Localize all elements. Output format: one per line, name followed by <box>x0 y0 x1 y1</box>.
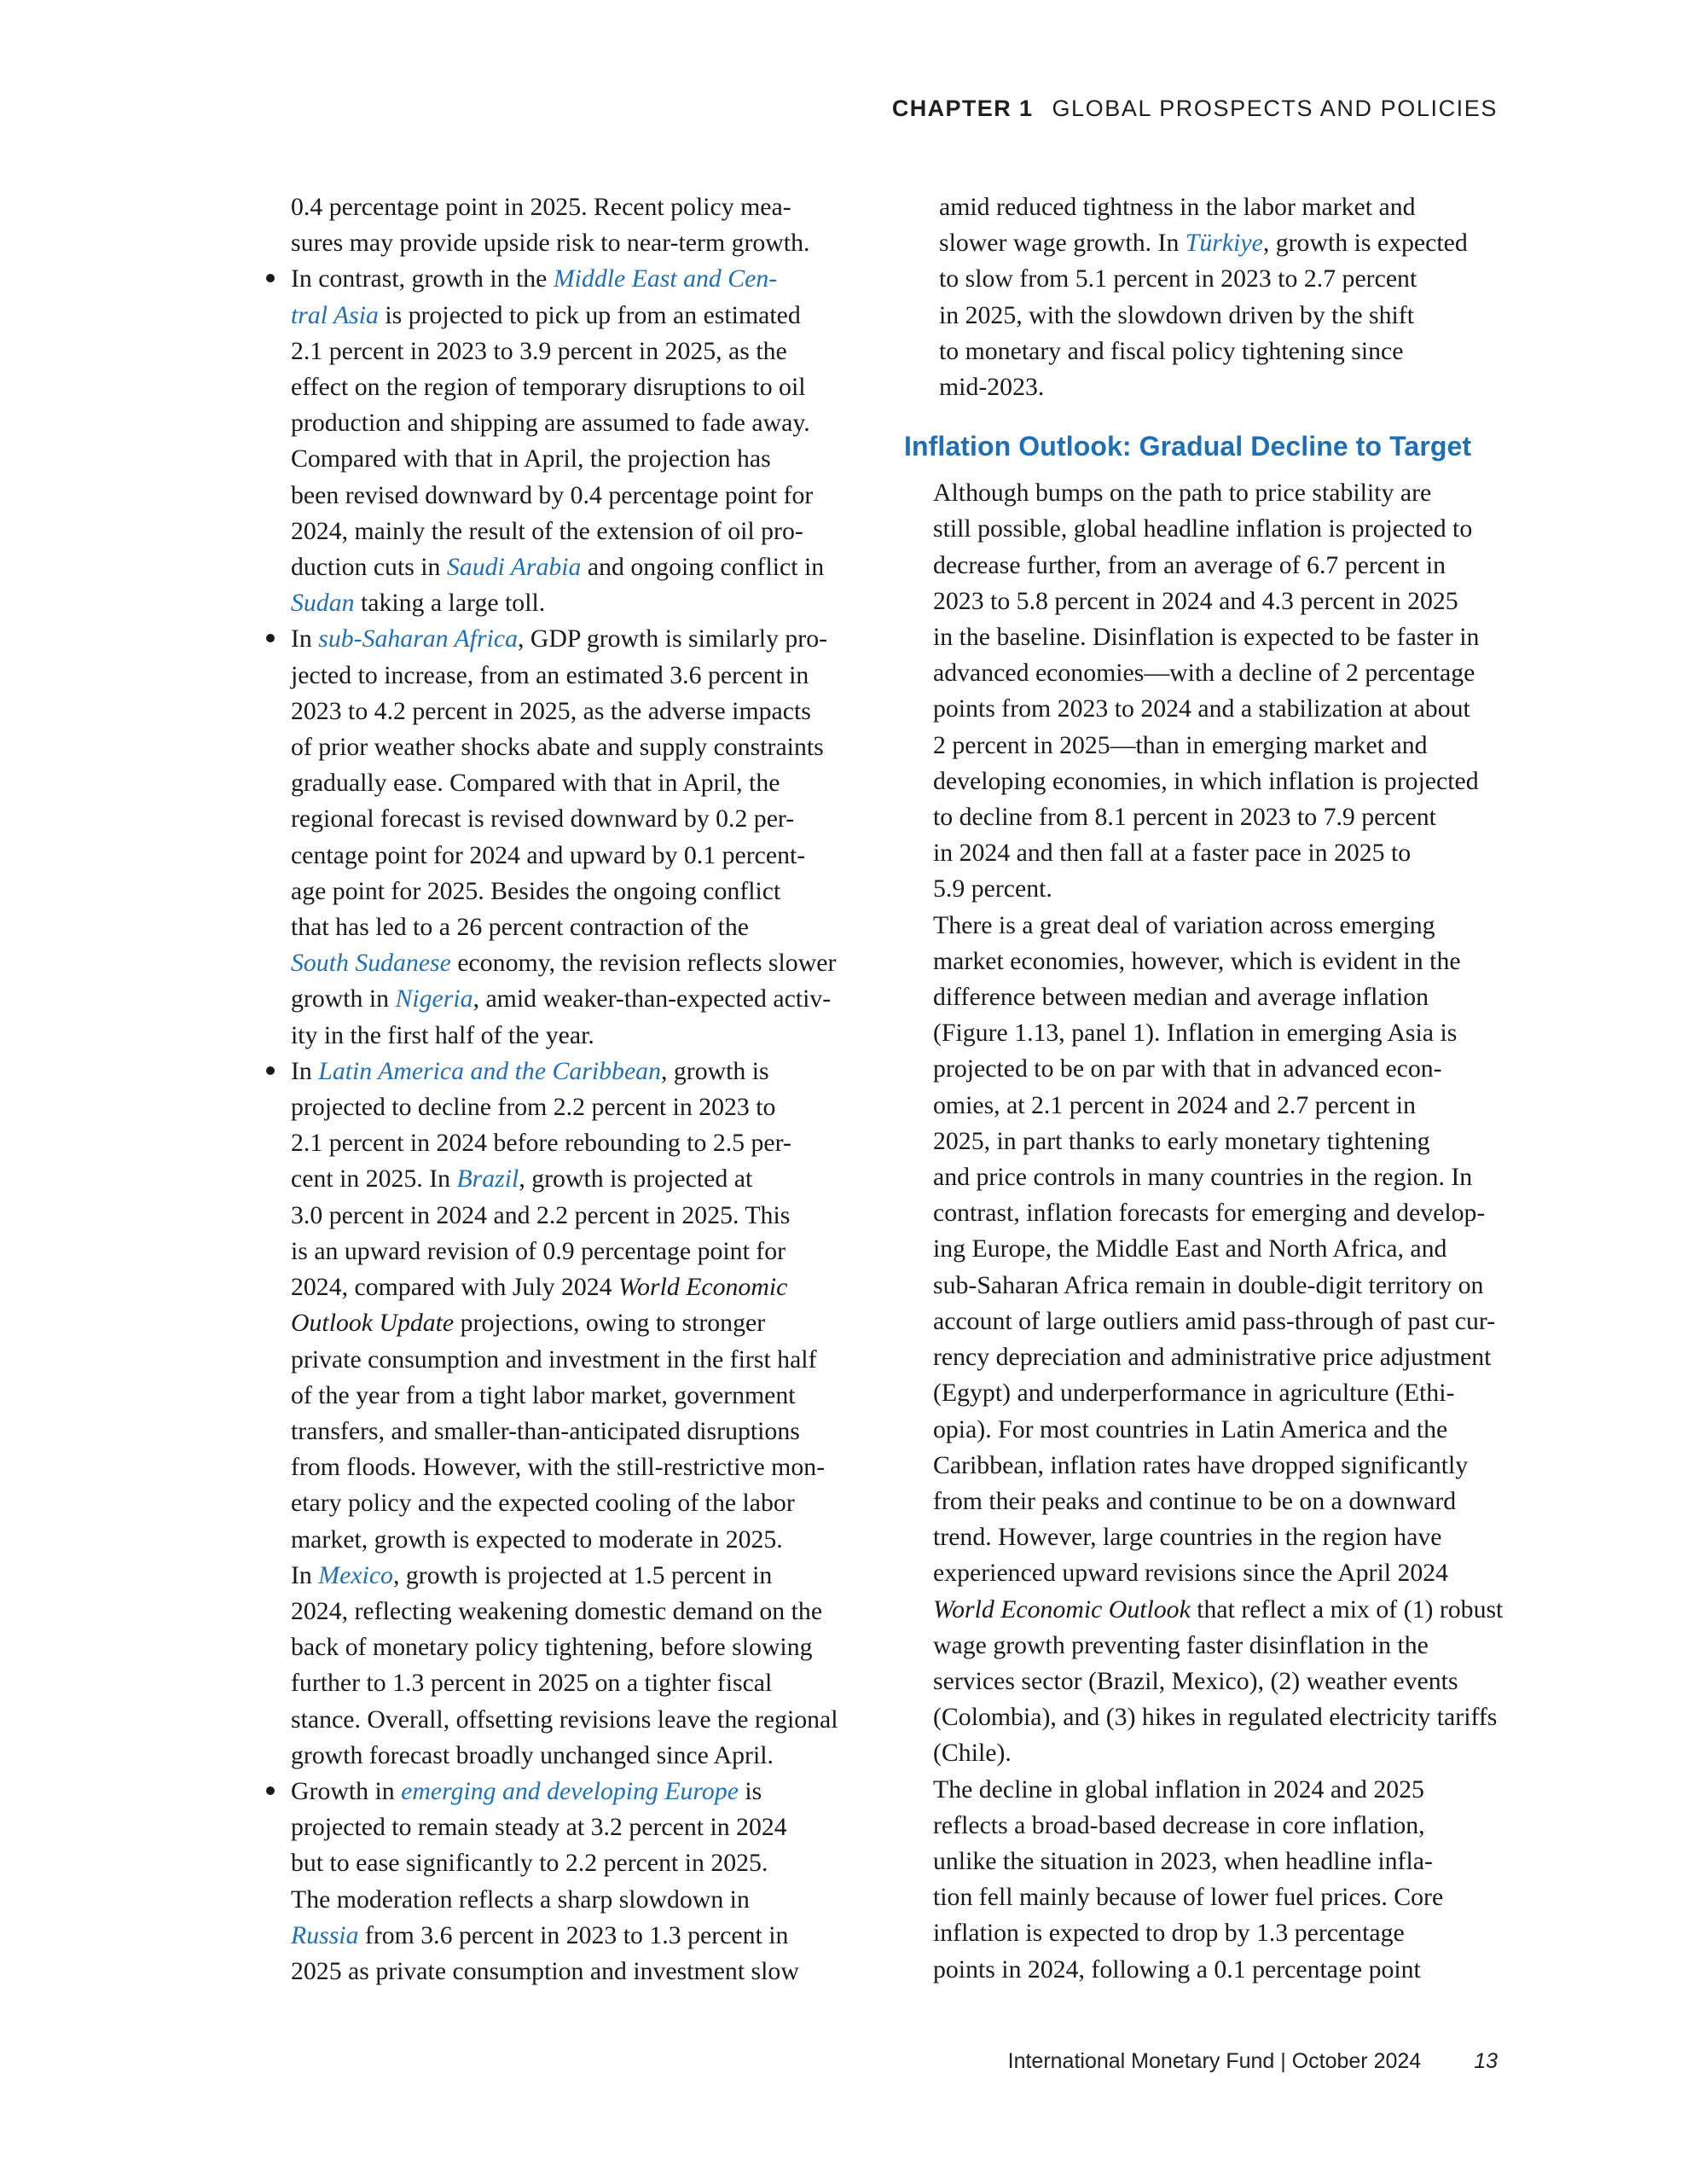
text-run: is <box>738 1776 762 1805</box>
text-line: 3.0 percent in 2024 and 2.2 percent in 2025. This <box>291 1200 791 1229</box>
text-line: sub-Saharan Africa remain in double-digit territory on <box>933 1270 1484 1299</box>
text-line: growth forecast broadly unchanged since April. <box>291 1740 774 1769</box>
text-line: tion fell mainly because of lower fuel prices. Core <box>933 1883 1444 1912</box>
text-line <box>291 1054 861 1089</box>
text-line: inflation is expected to drop by 1.3 percentage <box>933 1919 1405 1948</box>
text-line: transfers, and smaller-than-anticipated disruptions <box>291 1416 800 1445</box>
text-line: Although bumps on the path to price stability are <box>933 479 1432 508</box>
text-line: account of large outliers amid pass-through of past cur- <box>933 1306 1496 1335</box>
text-line: 2023 to 4.2 percent in 2025, as the adverse impacts <box>291 696 811 725</box>
text-run: , growth is <box>660 1056 769 1085</box>
text-line: back of monetary policy tightening, before slowing <box>291 1633 813 1662</box>
publication-credit: International Monetary Fund | October 2024 <box>1007 2049 1422 2073</box>
text-line <box>291 261 861 297</box>
text-line: reflects a broad-based decrease in core inflation, <box>933 1810 1425 1839</box>
text-line: 2024, mainly the result of the extension of oil pro- <box>291 516 803 545</box>
text-line: sures may provide upside risk to near-term growth. <box>291 229 810 258</box>
text-line: been revised downward by 0.4 percentage point for <box>291 480 814 509</box>
text-line <box>291 1269 861 1305</box>
text-line: but to ease significantly to 2.2 percent in 2025. <box>291 1849 768 1878</box>
text-line: advanced economies—with a decline of 2 percentage <box>933 659 1475 688</box>
text-line: ing Europe, the Middle East and North Africa, and <box>933 1234 1447 1263</box>
text-run: , growth is projected at 1.5 percent in <box>392 1560 773 1589</box>
text-line: 2 percent in 2025—than in emerging market and <box>933 730 1428 759</box>
text-line: in 2024 and then fall at a faster pace in 2025 to <box>933 839 1412 868</box>
text-line: (Egypt) and underperformance in agriculture (Ethi- <box>933 1379 1455 1408</box>
text-line: jected to increase, from an estimated 3.6 percent in <box>291 660 809 689</box>
text-line: ity in the first half of the year. <box>291 1020 594 1049</box>
text-line: points from 2023 to 2024 and a stabilization at about <box>933 694 1470 723</box>
paragraph-core-inflation <box>904 1772 1501 1988</box>
publication-title: Outlook Update <box>291 1309 455 1338</box>
page-number: 13 <box>1474 2049 1498 2073</box>
text-run: In contrast, growth in the <box>291 264 554 293</box>
text-line: (Chile). <box>933 1739 1012 1768</box>
paragraph-inflation-outlook <box>904 475 1501 907</box>
bullet-sub-saharan-africa <box>256 621 861 1053</box>
text-line: of prior weather shocks abate and supply constraints <box>291 733 824 762</box>
text-line: projected to remain steady at 3.2 percent in 2024 <box>291 1813 787 1842</box>
chapter-title: GLOBAL PROSPECTS AND POLICIES <box>1052 96 1498 121</box>
continued-bullet-text <box>256 189 861 261</box>
text-line: in the baseline. Disinflation is expected to be faster in <box>933 623 1480 652</box>
text-line <box>904 1592 1504 1628</box>
text-line: difference between median and average inflation <box>933 983 1429 1012</box>
text-line: to slow from 5.1 percent in 2023 to 2.7 percent <box>939 264 1417 293</box>
text-line: contrast, inflation forecasts for emerging and develop- <box>933 1199 1486 1228</box>
text-line: gradually ease. Compared with that in April, the <box>291 769 780 798</box>
page-footer <box>1008 2049 1498 2074</box>
text-run: taking a large toll. <box>354 589 546 618</box>
country-link-nigeria[interactable]: Nigeria <box>395 985 473 1014</box>
country-link-brazil[interactable]: Brazil <box>456 1165 519 1194</box>
continued-bullet-text <box>904 189 1501 405</box>
text-line: (Figure 1.13, panel 1). Inflation in emerging Asia is <box>933 1019 1458 1048</box>
chapter-label: CHAPTER 1 <box>891 96 1034 121</box>
text-line: stance. Overall, offsetting revisions leave the regional <box>291 1705 838 1734</box>
text-run: , growth is projected at <box>519 1165 753 1194</box>
country-link-saudi-arabia[interactable]: Saudi Arabia <box>446 553 582 582</box>
text-run: cent in 2025. In <box>291 1165 457 1194</box>
country-link-mexico[interactable]: Mexico <box>318 1560 393 1589</box>
text-line: market economies, however, which is evident in the <box>933 946 1461 975</box>
text-line: opia). For most countries in Latin America and the <box>933 1414 1448 1443</box>
text-line <box>291 298 861 334</box>
text-run: Growth in <box>291 1776 402 1805</box>
text-line: centage point for 2024 and upward by 0.1 percent- <box>291 840 806 869</box>
text-line: in 2025, with the slowdown driven by the shift <box>939 300 1414 329</box>
region-link-sub-saharan-africa[interactable]: sub-Saharan Africa <box>318 624 518 653</box>
text-line: market, growth is expected to moderate in 2025. <box>291 1525 783 1554</box>
region-link-middle-east[interactable]: tral Asia <box>291 300 379 329</box>
text-line: points in 2024, following a 0.1 percentage point <box>933 1955 1421 1984</box>
text-run: , GDP growth is similarly pro- <box>517 624 828 653</box>
text-line: Compared with that in April, the projection has <box>291 444 771 473</box>
text-line: amid reduced tightness in the labor market and <box>939 193 1416 221</box>
region-link-middle-east[interactable]: Middle East and Cen- <box>553 264 778 293</box>
text-run: , amid weaker-than-expected activ- <box>472 985 832 1014</box>
text-line: age point for 2025. Besides the ongoing conflict <box>291 876 781 905</box>
text-run: and ongoing conflict in <box>581 553 825 582</box>
text-line: The decline in global inflation in 2024 and 2025 <box>933 1774 1424 1804</box>
text-run: , growth is expected <box>1262 229 1468 258</box>
country-link-south-sudan[interactable]: South Sudanese <box>291 949 451 978</box>
text-line: 2023 to 5.8 percent in 2024 and 4.3 percent in 2025 <box>933 586 1458 615</box>
text-run: is projected to pick up from an estimated <box>378 300 801 329</box>
text-line: There is a great deal of variation across emerging <box>933 910 1435 939</box>
text-line: 0.4 percentage point in 2025. Recent policy mea- <box>291 193 791 221</box>
text-line: 5.9 percent. <box>933 874 1052 903</box>
text-line: developing economies, in which inflation is projected <box>933 766 1479 795</box>
text-line: 2025, in part thanks to early monetary tightening <box>933 1126 1430 1155</box>
text-line: Caribbean, inflation rates have dropped significantly <box>933 1450 1469 1479</box>
text-line: 2025 as private consumption and investment slow <box>291 1956 799 1985</box>
right-column <box>904 189 1504 1988</box>
text-line <box>291 981 861 1017</box>
bullet-latin-america <box>256 1054 861 1774</box>
text-line: services sector (Brazil, Mexico), (2) weather events <box>933 1666 1458 1695</box>
text-line: unlike the situation in 2023, when headline infla- <box>933 1846 1433 1875</box>
text-run: growth in <box>291 985 396 1014</box>
text-line: 2024, reflecting weakening domestic demand on the <box>291 1596 823 1625</box>
left-column <box>256 189 861 1989</box>
text-line: decrease further, from an average of 6.7 percent in <box>933 550 1446 579</box>
text-line: private consumption and investment in the first half <box>291 1345 817 1374</box>
text-line: wage growth preventing faster disinflation in the <box>933 1630 1429 1659</box>
text-line: is an upward revision of 0.9 percentage point for <box>291 1236 786 1265</box>
publication-title: World Economic Outlook <box>933 1594 1191 1623</box>
text-line <box>291 1161 861 1197</box>
text-run: 2024, compared with July 2024 <box>291 1273 618 1302</box>
text-line <box>291 945 861 981</box>
text-line <box>291 585 861 621</box>
text-line: and price controls in many countries in the region. In <box>933 1163 1473 1192</box>
text-run: slower wage growth. In <box>939 229 1186 258</box>
text-line: rency depreciation and administrative price adjustment <box>933 1343 1492 1372</box>
text-line: The moderation reflects a sharp slowdown in <box>291 1885 750 1914</box>
text-line: omies, at 2.1 percent in 2024 and 2.7 percent in <box>933 1090 1416 1119</box>
text-run: In <box>291 1560 319 1589</box>
region-link-latin-america[interactable]: Latin America and the Caribbean <box>318 1056 661 1085</box>
text-line: of the year from a tight labor market, government <box>291 1380 796 1409</box>
text-line: etary policy and the expected cooling of the labor <box>291 1489 795 1518</box>
text-run: projections, owing to stronger <box>454 1309 766 1338</box>
text-line: that has led to a 26 percent contraction of the <box>291 913 749 942</box>
text-line <box>291 549 861 585</box>
text-line: projected to decline from 2.2 percent in 2023 to <box>291 1093 776 1122</box>
text-line: to decline from 8.1 percent in 2023 to 7.9 percent <box>933 803 1436 832</box>
text-line: from floods. However, with the still-restrictive mon- <box>291 1453 826 1482</box>
text-run: duction cuts in <box>291 553 447 582</box>
text-line: mid-2023. <box>939 373 1045 402</box>
text-line <box>291 1558 861 1594</box>
text-line: further to 1.3 percent in 2025 on a tighter fiscal <box>291 1669 773 1698</box>
section-heading: Inflation Outlook: Gradual Decline to Target <box>904 431 1472 462</box>
text-run: In <box>291 624 319 653</box>
region-link-emerging-europe[interactable]: emerging and developing Europe <box>401 1776 739 1805</box>
text-line <box>291 1305 861 1341</box>
running-header <box>892 96 1498 122</box>
publication-title: World Economic <box>618 1273 788 1302</box>
text-line: to monetary and fiscal policy tightening since <box>939 336 1404 365</box>
text-run: that reflect a mix of (1) robust <box>1190 1594 1504 1623</box>
text-line: (Colombia), and (3) hikes in regulated electricity tariffs <box>933 1703 1498 1732</box>
text-line: effect on the region of temporary disruptions to oil <box>291 373 806 402</box>
text-run: from 3.6 percent in 2023 to 1.3 percent in <box>358 1920 789 1949</box>
text-line: production and shipping are assumed to fade away. <box>291 409 810 438</box>
country-link-turkiye[interactable]: Türkiye <box>1185 229 1263 258</box>
text-line <box>291 1918 861 1954</box>
text-run: In <box>291 1056 319 1085</box>
text-line: regional forecast is revised downward by 0.2 per- <box>291 804 795 834</box>
text-line <box>291 621 861 657</box>
text-line: 2.1 percent in 2023 to 3.9 percent in 2025, as the <box>291 336 787 365</box>
country-link-russia[interactable]: Russia <box>291 1920 359 1949</box>
text-line: projected to be on par with that in advanced econ- <box>933 1054 1442 1083</box>
text-line: experienced upward revisions since the April 2024 <box>933 1559 1449 1588</box>
text-line: still possible, global headline inflation is projected to <box>933 514 1473 543</box>
text-line: 2.1 percent in 2024 before rebounding to 2.5 per- <box>291 1129 791 1158</box>
text-line: trend. However, large countries in the region have <box>933 1523 1442 1552</box>
text-line: from their peaks and continue to be on a downward <box>933 1486 1457 1515</box>
bullet-middle-east <box>256 261 861 621</box>
text-line <box>291 1774 861 1809</box>
country-link-sudan[interactable]: Sudan <box>291 589 355 618</box>
paragraph-emerging-variation <box>904 908 1504 1772</box>
text-run: economy, the revision reflects slower <box>450 949 837 978</box>
bullet-emerging-europe <box>256 1774 861 1989</box>
text-line <box>939 225 1501 261</box>
